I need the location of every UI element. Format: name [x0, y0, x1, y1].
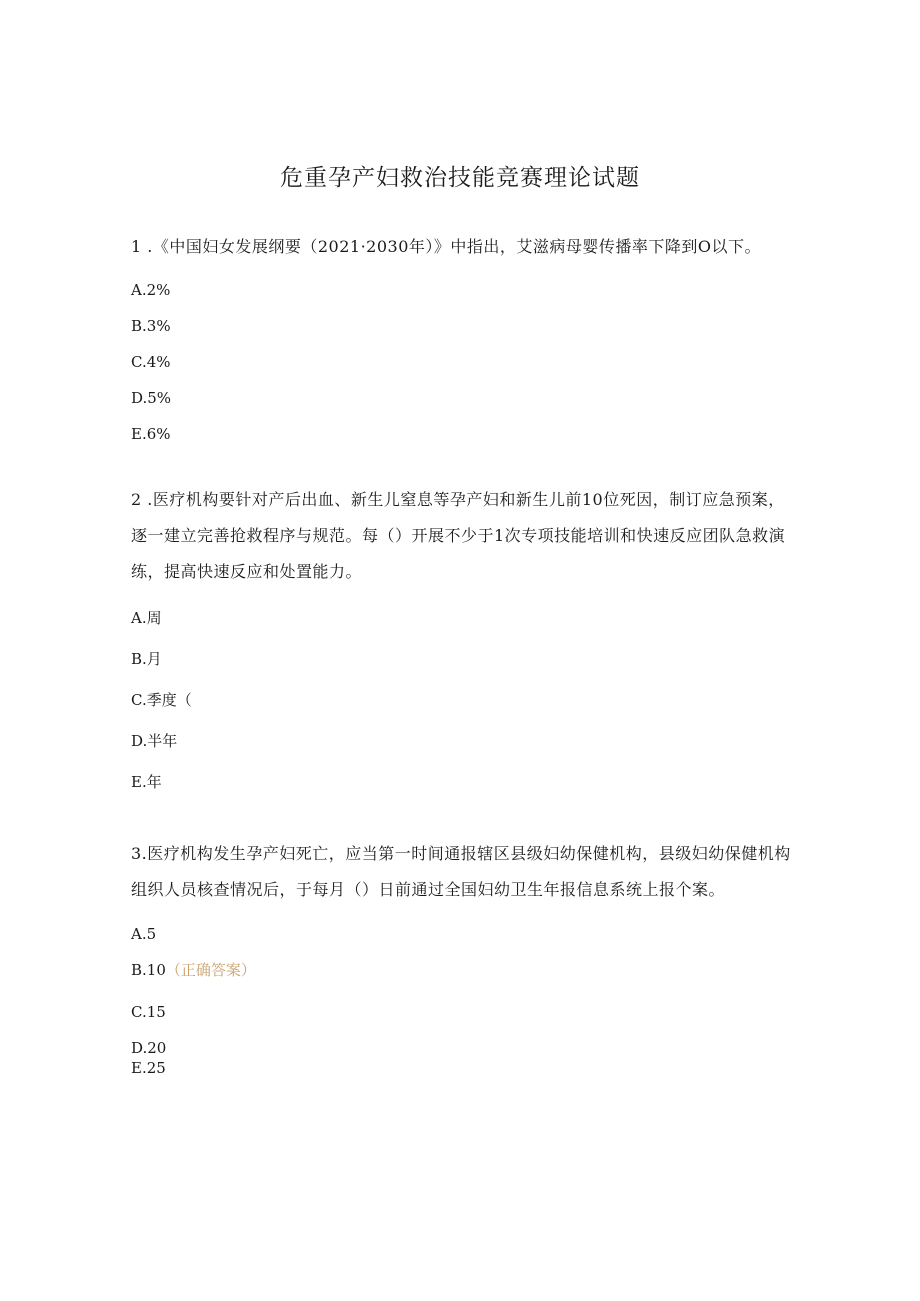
question-3-option-c: C.15: [131, 1003, 166, 1021]
correct-answer-mark: （正确答案）: [165, 961, 256, 979]
question-1-option-b: B.3%: [131, 317, 171, 335]
question-1-option-a: A.2%: [131, 281, 171, 299]
question-3-option-a: A.5: [131, 925, 157, 943]
question-3-option-d: D.20: [131, 1039, 167, 1057]
question-1-option-d: D.5%: [131, 389, 172, 407]
question-2-option-d: D.半年: [131, 732, 178, 750]
question-2-text: 2 .医疗机构要针对产后出血、新生儿窒息等孕产妇和新生儿前10位死因，制订应急预案，逐一建立完善抢救程序与规范。每（）开展不少于1次专项技能培训和快速反应团队急救演练，提高快速反应和处置能力。: [131, 490, 786, 581]
question-3-option-b: [131, 959, 256, 981]
document-title: 危重孕产妇救治技能竞赛理论试题: [280, 165, 640, 191]
question-1-text: 1 .《中国妇女发展纲要（2021·2030年）》中指出，艾滋病母婴传播率下降到O以下。: [131, 237, 761, 256]
question-2-option-b: B.月: [131, 650, 162, 668]
question-2-option-e: E.年: [131, 773, 162, 791]
question-2-option-c: C.季度（: [131, 691, 192, 709]
question-3-option-b-label: B.10: [131, 961, 166, 979]
question-1-option-c: C.4%: [131, 353, 171, 371]
question-3-option-e: E.25: [131, 1059, 166, 1077]
question-3-text: 3.医疗机构发生孕产妇死亡，应当第一时间通报辖区县级妇幼保健机构，县级妇幼保健机构组织人员核查情况后，于每月（）日前通过全国妇幼卫生年报信息系统上报个案。: [131, 844, 791, 899]
question-1-option-e: E.6%: [131, 425, 171, 443]
question-2-option-a: A.周: [131, 609, 162, 627]
